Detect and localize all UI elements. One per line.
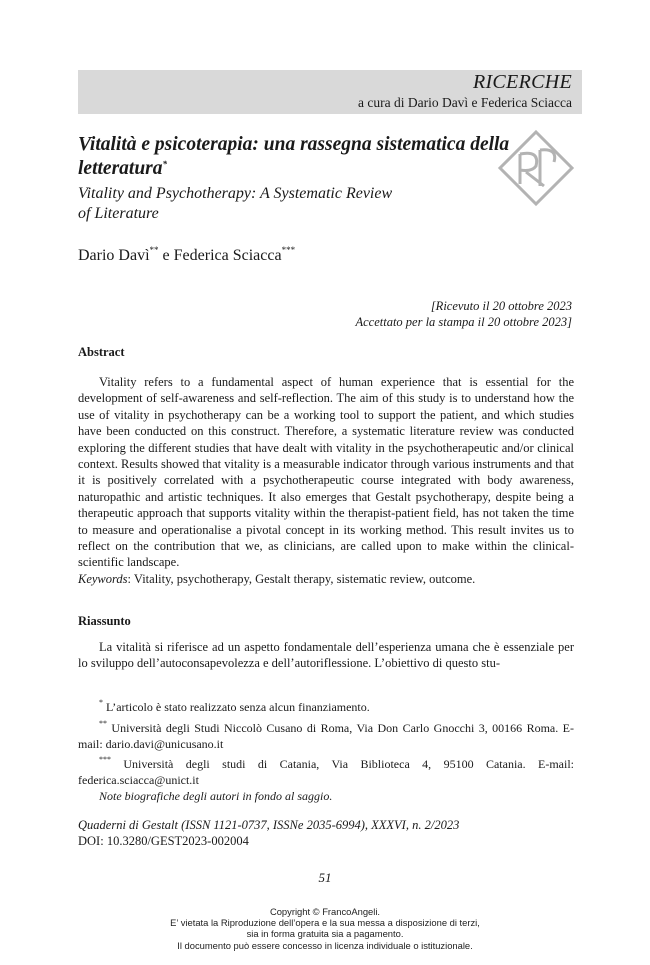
riassunto-heading: Riassunto	[78, 614, 131, 628]
footnote-1-text: L’articolo è stato realizzato senza alcun finanziamento.	[103, 700, 370, 714]
footnote-3	[78, 752, 574, 789]
section-title: RICERCHE	[472, 71, 572, 93]
riassunto-body	[78, 639, 574, 672]
author-1: Dario Davì	[78, 247, 150, 264]
keywords	[78, 571, 574, 587]
copyright-line-2: E’ vietata la Riproduzione dell’opera e la sua messa a disposizione di terzi,	[170, 917, 480, 929]
title-it-text: Vitalità e psicoterapia: una rassegna sistematica della letteratura	[78, 134, 510, 179]
footnote-2-mark: **	[99, 718, 107, 728]
abstract-heading: Abstract	[78, 345, 125, 359]
copyright-notice	[0, 906, 650, 951]
keywords-label: Keywords	[78, 572, 128, 586]
journal-name: Quaderni di Gestalt (ISSN 1121-0737, ISSNe 2035-6994), XXXVI, n. 2/2023	[78, 818, 460, 832]
footnote-1	[78, 695, 574, 716]
footnote-2-text: Università degli Studi Niccolò Cusano di Roma, Via Don Carlo Gnocchi 3, 00166 Roma. E-mail: dario.davi@unicusano.it	[78, 720, 574, 751]
copyright-line-3: sia in forma gratuita sia a pagamento.	[246, 928, 404, 940]
title-footnote-mark: *	[162, 159, 168, 169]
accepted-date: Accettato per la stampa il 20 ottobre 2023]	[355, 315, 572, 329]
article-title-italian	[78, 133, 518, 181]
section-editors: a cura di Dario Davì e Federica Sciacca	[357, 95, 572, 110]
page-number: 51	[318, 870, 332, 885]
abstract-body	[78, 374, 574, 571]
received-dates	[355, 298, 572, 330]
article-title-english	[78, 184, 498, 224]
bio-note: Note biografiche degli autori in fondo al saggio.	[99, 789, 333, 803]
author-2-mark: ***	[281, 245, 296, 255]
author-separator: e	[158, 247, 174, 264]
author-2: Federica Sciacca	[173, 247, 282, 264]
keywords-list: : Vitality, psychotherapy, Gestalt therapy, sistematic review, outcome.	[127, 572, 476, 586]
received-date: [Ricevuto il 20 ottobre 2023	[430, 299, 572, 313]
abstract-text: Vitality refers to a fundamental aspect of human experience that is essential for the development of self-awareness and self-reflection. The aim of this study is to understand how the use of vitality in psychotherapy can be a working tool to support the patient, and which studies have been conducted on this construct. Therefore, a systematic literature review was conducted exploring the different studies that have dealt with vitality in the psychotherapeutic and/or clinical context. Results showed that vitality is a measurable indicator through various instruments and that it is positively correlated with a psychotherapeutic course integrated with body awareness, naturopathic and artistic techniques. It also emerges that Gestalt psychotherapy, despite being a therapeutic approach that supports vitality within the therapist-patient field, has not taken the time to measure and operationalise a pivotal concept in its working method. This result invites us to reflect on the contribution that we, as clinicians, are called upon to make within the clinical-scientific landscape.	[78, 375, 574, 570]
footnotes	[78, 695, 574, 789]
title-en-line2: of Literature	[78, 205, 159, 222]
footnote-2	[78, 716, 574, 753]
authors	[78, 246, 295, 266]
footnote-3-text: Università degli studi di Catania, Via Biblioteca 4, 95100 Catania. E-mail: federica.sciacca@unict.it	[78, 757, 574, 788]
journal-info	[78, 817, 459, 849]
author-1-mark: **	[149, 245, 159, 255]
copyright-line-1: Copyright © FrancoAngeli.	[269, 906, 381, 917]
riassunto-text: La vitalità si riferisce ad un aspetto fondamentale dell’esperienza umana che è essenziale per lo sviluppo dell’autoconsapevolezza e dell’autoriflessione. L’obiettivo di questo stu-	[78, 640, 574, 671]
footnote-3-mark: ***	[99, 755, 111, 765]
copyright-line-4: Il documento può essere concesso in licenza individuale o istituzionale.	[177, 939, 473, 951]
journal-doi: DOI: 10.3280/GEST2023-002004	[78, 834, 249, 848]
title-en-line1: Vitality and Psychotherapy: A Systematic Review	[78, 185, 393, 202]
footnote-1-mark: *	[99, 698, 103, 707]
